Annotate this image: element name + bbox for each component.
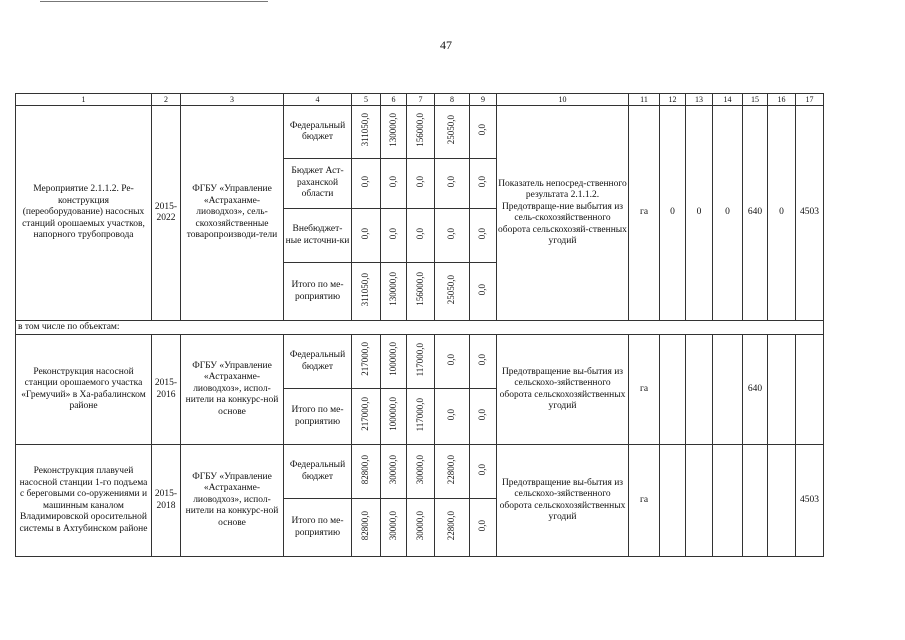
value-cell: 0,0: [352, 159, 381, 209]
value-cell: 0: [768, 106, 796, 321]
indicator: Предотвращение вы-бытия из сельскохо-зяйственного оборота сельскохозяйственных угодий: [497, 445, 629, 557]
empty-cell: [768, 445, 796, 557]
value-cell: 0,0: [470, 335, 497, 389]
value-cell: 0,0: [470, 445, 497, 499]
header-cell: 14: [713, 94, 743, 106]
unit: га: [629, 445, 660, 557]
funding-source: Внебюджет-ные источни-ки: [284, 209, 352, 263]
funding-source: Итого по ме-роприятию: [284, 499, 352, 557]
value-cell: 0,0: [470, 106, 497, 159]
header-cell: 9: [470, 94, 497, 106]
empty-cell: [713, 335, 743, 445]
unit: га: [629, 335, 660, 445]
value-cell: 0: [660, 106, 686, 321]
subheader-row: [16, 321, 824, 335]
object-name: Реконструкция насосной станции орошаемого участка «Гремучий» в Ха-рабалинском районе: [16, 335, 152, 445]
value-cell: 0,0: [407, 209, 435, 263]
value-cell: 22800,0: [435, 445, 470, 499]
header-cell: 13: [686, 94, 713, 106]
value-cell: 0,0: [381, 159, 407, 209]
funding-source: Федеральный бюджет: [284, 445, 352, 499]
header-cell: 4: [284, 94, 352, 106]
header-cell: 3: [181, 94, 284, 106]
empty-cell: [660, 335, 686, 445]
value-cell: 0,0: [470, 159, 497, 209]
value-cell: 640: [743, 335, 768, 445]
object-name: Реконструкция плавучей насосной станции 1-го подъема с береговыми со-оружениями и машинным каналом Владимировской оросительной системы в Ахтубинском районе: [16, 445, 152, 557]
funding-source: Федеральный бюджет: [284, 106, 352, 159]
subheader: в том числе по объектам:: [16, 321, 824, 335]
value-cell: 82800,0: [352, 499, 381, 557]
header-cell: 6: [381, 94, 407, 106]
funding-source: Бюджет Аст-раханской области: [284, 159, 352, 209]
table-row: [16, 106, 824, 159]
value-cell: [743, 445, 768, 557]
value-cell: 0,0: [470, 209, 497, 263]
value-cell: 0,0: [381, 209, 407, 263]
value-cell: 156000,0: [407, 106, 435, 159]
value-cell: 100000,0: [381, 389, 407, 445]
value-cell: 30000,0: [407, 499, 435, 557]
header-cell: 2: [152, 94, 181, 106]
value-cell: 0,0: [435, 209, 470, 263]
value-cell: 0,0: [435, 389, 470, 445]
header-cell: 10: [497, 94, 629, 106]
value-cell: 0,0: [407, 159, 435, 209]
program-table: [15, 93, 824, 557]
value-cell: 117000,0: [407, 335, 435, 389]
object-years: 2015-2018: [152, 445, 181, 557]
value-cell: 4503: [796, 106, 824, 321]
value-cell: 0,0: [435, 335, 470, 389]
value-cell: 30000,0: [407, 445, 435, 499]
value-cell: 25050,0: [435, 106, 470, 159]
object-executor: ФГБУ «Управление «Астраханме-лиоводхоз», испол-нители на конкурс-ной основе: [181, 445, 284, 557]
table-row: [16, 335, 824, 389]
header-cell: 17: [796, 94, 824, 106]
object-years: 2015-2016: [152, 335, 181, 445]
value-cell: 640: [743, 106, 768, 321]
page-number: 47: [440, 38, 452, 52]
empty-cell: [686, 445, 713, 557]
header-cell: 5: [352, 94, 381, 106]
object-executor: ФГБУ «Управление «Астраханме-лиоводхоз», испол-нители на конкурс-ной основе: [181, 335, 284, 445]
value-cell: 0: [713, 106, 743, 321]
value-cell: 0: [686, 106, 713, 321]
header-cell: 1: [16, 94, 152, 106]
header-row: [16, 94, 824, 106]
funding-source: Итого по ме-роприятию: [284, 263, 352, 321]
indicator: Показатель непосред-ственного результата 2.1.1.2. Предотвраще-ние выбытия из сель-скохозяйственного оборота сельскохозяй-ственных угодий: [497, 106, 629, 321]
value-cell: 82800,0: [352, 445, 381, 499]
value-cell: 0,0: [470, 263, 497, 321]
value-cell: 117000,0: [407, 389, 435, 445]
value-cell: 311050,0: [352, 263, 381, 321]
unit: га: [629, 106, 660, 321]
header-cell: 12: [660, 94, 686, 106]
header-cell: 11: [629, 94, 660, 106]
empty-cell: [686, 335, 713, 445]
header-cell: 8: [435, 94, 470, 106]
top-rule: [40, 1, 268, 2]
value-cell: 311050,0: [352, 106, 381, 159]
value-cell: 30000,0: [381, 499, 407, 557]
funding-source: Федеральный бюджет: [284, 335, 352, 389]
empty-cell: [660, 445, 686, 557]
indicator: Предотвращение вы-бытия из сельскохо-зяйственного оборота сельскохозяйственных угодий: [497, 335, 629, 445]
empty-cell: [713, 445, 743, 557]
measure-name: Мероприятие 2.1.1.2. Ре-конструкция (переоборудование) насосных станций орошаемых участков, напорного трубопровода: [16, 106, 152, 321]
value-cell: 0,0: [352, 209, 381, 263]
value-cell: 30000,0: [381, 445, 407, 499]
value-cell: 100000,0: [381, 335, 407, 389]
value-cell: 0,0: [435, 159, 470, 209]
table-row: [16, 445, 824, 499]
value-cell: 130000,0: [381, 263, 407, 321]
empty-cell: [768, 335, 796, 445]
measure-years: 2015-2022: [152, 106, 181, 321]
value-cell: 0,0: [470, 499, 497, 557]
funding-source: Итого по ме-роприятию: [284, 389, 352, 445]
header-cell: 15: [743, 94, 768, 106]
value-cell: 0,0: [470, 389, 497, 445]
header-cell: 16: [768, 94, 796, 106]
value-cell: 22800,0: [435, 499, 470, 557]
value-cell: 217000,0: [352, 335, 381, 389]
header-cell: 7: [407, 94, 435, 106]
value-cell: 4503: [796, 445, 824, 557]
value-cell: 217000,0: [352, 389, 381, 445]
value-cell: 25050,0: [435, 263, 470, 321]
measure-executor: ФГБУ «Управление «Астраханме-лиоводхоз», сель-скохозяйственные товаропроизводи-тели: [181, 106, 284, 321]
value-cell: [796, 335, 824, 445]
value-cell: 130000,0: [381, 106, 407, 159]
value-cell: 156000,0: [407, 263, 435, 321]
